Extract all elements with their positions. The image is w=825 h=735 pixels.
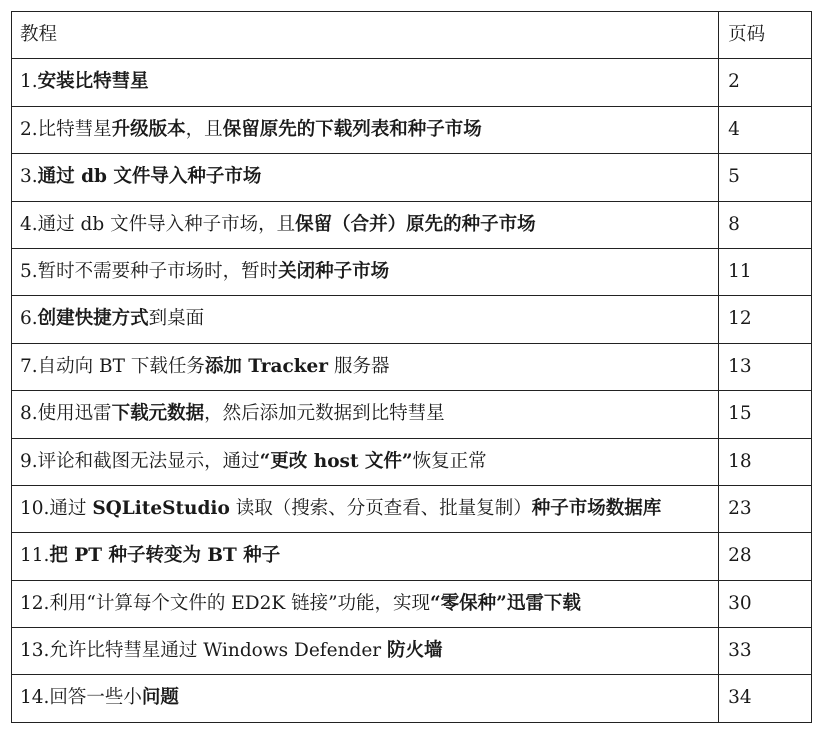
- toc-entry-title: [12, 438, 719, 485]
- toc-entry-text: 服务器: [328, 355, 390, 377]
- toc-entry-page: 8: [719, 201, 812, 248]
- table-row: [12, 248, 812, 295]
- toc-entry-title: [12, 106, 719, 153]
- toc-entry-page: 18: [719, 438, 812, 485]
- toc-entry-text-bold: 下载元数据: [111, 403, 205, 425]
- toc-entry-title: [12, 580, 719, 627]
- toc-entry-text-bold: 添加 Tracker: [204, 355, 329, 377]
- toc-entry-text: 读取（搜索、分页查看、批量复制）: [229, 497, 532, 519]
- toc-entry-text-bold: 保留（合并）原先的种子市场: [295, 213, 536, 235]
- toc-entry-text: 恢复正常: [412, 450, 487, 472]
- toc-entry-text-bold: 通过 db 文件导入种子市场: [37, 166, 262, 188]
- table-header-row: [12, 12, 812, 59]
- table-row: [12, 343, 812, 390]
- table-row: [12, 438, 812, 485]
- toc-entry-text: 5.暂时不需要种子市场时，暂时: [20, 260, 279, 282]
- header-title-cell: 教程: [12, 12, 719, 59]
- table-row: [12, 580, 812, 627]
- toc-body: [12, 59, 812, 722]
- toc-entry-text: 6.: [20, 308, 38, 330]
- toc-entry-text-bold: “零保种”迅雷下载: [430, 592, 581, 614]
- toc-entry-page: 2: [719, 59, 812, 106]
- toc-entry-text-bold: 问题: [141, 687, 179, 709]
- toc-entry-text-bold: 创建快捷方式: [37, 308, 149, 330]
- toc-entry-text: 1.: [20, 71, 38, 93]
- table-row: [12, 675, 812, 722]
- toc-entry-title: [12, 201, 719, 248]
- toc-entry-title: [12, 485, 719, 532]
- toc-entry-page: 34: [719, 675, 812, 722]
- toc-entry-page: 4: [719, 106, 812, 153]
- toc-entry-text: 7.自动向 BT 下载任务: [20, 355, 205, 377]
- toc-entry-text: 9.评论和截图无法显示，通过: [20, 450, 260, 472]
- toc-entry-text-bold: 升级版本: [111, 118, 186, 140]
- toc-entry-page: 13: [719, 343, 812, 390]
- toc-entry-text: 11.: [20, 545, 50, 567]
- toc-entry-text: 13.允许比特彗星通过 Windows Defender: [20, 640, 388, 662]
- toc-entry-text-bold: 安装比特彗星: [37, 71, 149, 93]
- toc-entry-text: 8.使用迅雷: [20, 403, 112, 425]
- table-row: [12, 59, 812, 106]
- toc-entry-text: ，然后添加元数据到比特彗星: [204, 403, 445, 425]
- toc-entry-title: [12, 391, 719, 438]
- toc-entry-page: 23: [719, 485, 812, 532]
- toc-entry-page: 15: [719, 391, 812, 438]
- toc-entry-title: [12, 154, 719, 201]
- toc-entry-text-bold: 种子市场数据库: [531, 497, 662, 519]
- toc-entry-text: 3.: [20, 166, 38, 188]
- toc-entry-text: ，且: [185, 118, 223, 140]
- header-page-cell: 页码: [719, 12, 812, 59]
- toc-entry-text: 10.通过: [20, 497, 93, 519]
- table-row: [12, 391, 812, 438]
- table-row: [12, 201, 812, 248]
- toc-table: [11, 11, 812, 723]
- table-row: [12, 106, 812, 153]
- toc-entry-page: 11: [719, 248, 812, 295]
- toc-entry-page: 28: [719, 533, 812, 580]
- toc-entry-title: [12, 248, 719, 295]
- table-row: [12, 533, 812, 580]
- toc-entry-page: 30: [719, 580, 812, 627]
- toc-entry-title: [12, 59, 719, 106]
- toc-entry-text-bold: 防火墙: [387, 640, 443, 662]
- toc-entry-title: [12, 628, 719, 675]
- toc-entry-page: 12: [719, 296, 812, 343]
- toc-entry-title: [12, 533, 719, 580]
- toc-entry-text-bold: “更改 host 文件”: [259, 450, 413, 472]
- toc-entry-text-bold: 关闭种子市场: [278, 260, 390, 282]
- toc-entry-title: [12, 296, 719, 343]
- toc-entry-text-bold: SQLiteStudio: [92, 497, 230, 519]
- table-row: [12, 485, 812, 532]
- toc-entry-text: 到桌面: [148, 308, 205, 330]
- toc-entry-title: [12, 675, 719, 722]
- toc-entry-page: 5: [719, 154, 812, 201]
- table-row: [12, 296, 812, 343]
- table-row: [12, 628, 812, 675]
- toc-entry-text: 2.比特彗星: [20, 118, 112, 140]
- toc-entry-text: 4.通过 db 文件导入种子市场，且: [20, 213, 296, 235]
- toc-entry-text-bold: 保留原先的下载列表和种子市场: [222, 118, 482, 140]
- toc-entry-page: 33: [719, 628, 812, 675]
- toc-entry-text-bold: 把 PT 种子转变为 BT 种子: [49, 545, 281, 567]
- toc-entry-text: 12.利用“计算每个文件的 ED2K 链接”功能，实现: [20, 592, 431, 614]
- toc-entry-title: [12, 343, 719, 390]
- table-row: [12, 154, 812, 201]
- toc-entry-text: 14.回答一些小: [20, 687, 142, 709]
